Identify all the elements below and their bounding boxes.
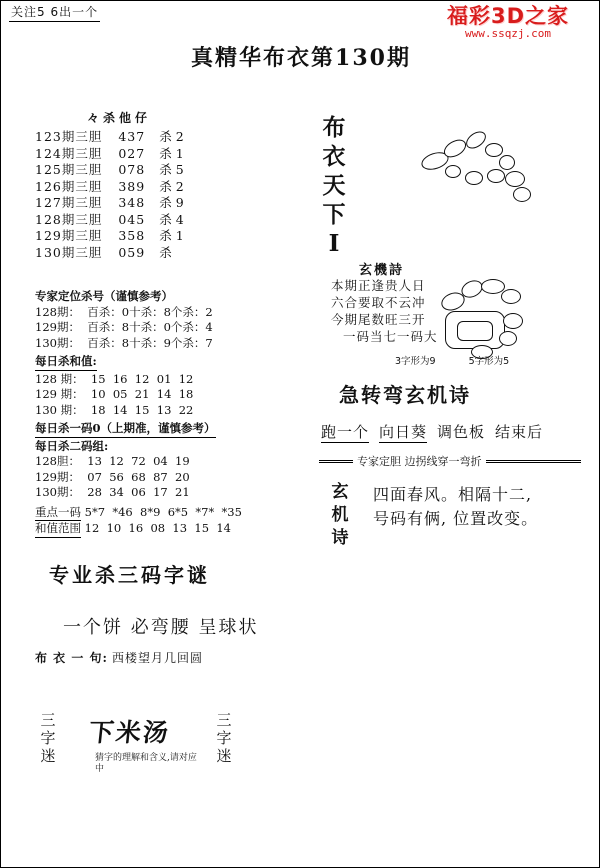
list-item [35,212,184,229]
shape-note-1: 3字形为9 [395,356,436,367]
row-kill: 杀 5 [159,162,184,177]
riddle-line: 一个饼 必弯腰 呈球状 [63,617,259,638]
list-item [35,228,184,245]
big-riddle-word: 下米汤 [87,718,172,747]
buyi-label: 布 衣 一 句: [35,651,108,665]
buyi-vertical-title: 布衣天下 I [322,114,346,257]
row-value: 437 [118,129,146,144]
row-kill: 杀 4 [159,211,184,227]
poem-line: 今期尾数旺三开 [331,312,426,327]
sharp-turn-words [321,421,553,442]
blob-shape [513,187,531,202]
list-item [35,195,184,212]
xuanji-poem-title: 玄機詩 [359,263,405,278]
expert-kill-block [35,289,242,538]
sharp-turn-title: 急转弯玄机诗 [339,383,471,407]
sum-range-value: 12 10 16 08 13 15 14 [84,521,231,535]
row-kill: 杀 9 [159,195,184,210]
riddle-note: 猜字的理解和含义,请对应中 [95,753,197,774]
sum-range-label: 和值范围 [35,521,81,538]
poem-line: 本期正逢贵人日 [331,278,426,293]
divider-left [319,460,353,463]
expert-dan-label: 专家定胆 边拐线穿一弯折 [357,455,482,468]
logo-url-text: www.ssqzj.com [464,27,552,41]
section1-title: 々杀他仔 [87,111,152,125]
list-item [35,129,184,146]
xuanji-poem-body [331,277,438,345]
row-kill: 杀 [159,244,172,260]
expert-kill-title: 专家定位杀号（谨慎参考） [35,289,173,303]
logo-main-text: 福彩3D之家 [446,4,570,28]
page-title: 真精华布衣第130期 [191,45,411,71]
blob-shape [501,289,521,304]
daily-kill-one-label: 每日杀一码0（上期准，谨慎参考） [35,421,216,438]
expert-kill-row: 130期： 百杀：8十杀：9个杀：7 [35,335,213,350]
poem-line: 四面春风。相隔十二, [373,485,533,504]
daily-kill-two-row: 130期： 28 34 06 17 21 [35,485,190,499]
row-kill: 杀 1 [159,145,184,161]
poem-line: 一码当七一码大 [343,329,438,344]
poem-line: 号码有俩, 位置改变。 [373,509,539,528]
list-item [35,245,184,262]
blob-shape [445,165,461,178]
sharp-turn-word: 跑一个 [321,423,370,441]
row-value: 358 [118,228,146,243]
list-item [35,179,184,196]
row-value: 078 [118,162,146,177]
daily-sum-row: 128 期： 15 16 12 01 12 [35,371,194,386]
blob-shape [503,313,523,329]
blob-shape [457,321,493,341]
xuanji-vertical-label: 玄机诗 [331,482,349,548]
row-period: 128期三胆 [35,211,103,227]
list-item [35,162,184,179]
buyi-sentence [35,649,203,666]
xuanji-secondary-body [373,483,538,531]
divider-right [486,460,582,463]
row-period: 126期三胆 [35,178,103,194]
expert-dan-bar [319,453,581,469]
sharp-turn-word: 结束后 [495,423,544,441]
sharp-turn-word: 向日葵 [379,423,428,441]
row-value: 348 [118,195,146,210]
daily-kill-two-label: 每日杀二码组: [35,438,109,453]
section1-list [35,129,184,261]
daily-sum-row: 130 期： 18 14 15 13 22 [35,402,194,417]
row-value: 027 [118,145,146,161]
row-period: 123期三胆 [35,129,103,144]
shape-note-row [395,353,509,367]
row-period: 124期三胆 [35,145,103,161]
daily-sum-row: 129 期： 10 05 21 14 18 [35,387,194,401]
row-value: 389 [118,178,146,194]
row-kill: 杀 2 [159,129,184,144]
blob-shape [499,331,517,346]
focus-value: 5*7 *46 8*9 6*5 *7* *35 [84,504,242,519]
blob-shape [499,155,515,170]
row-value: 045 [118,211,146,227]
list-item [35,146,184,163]
shape-note-2: 5字形为5 [468,356,510,367]
three-char-riddle-right: 三字迷 [216,711,232,765]
focus-row [35,505,242,522]
daily-kill-two-row: 129期： 07 56 68 87 20 [35,469,190,484]
riddle-title: 专业杀三码字谜 [49,563,210,587]
blob-shape [505,171,525,187]
sharp-turn-word: 调色板 [437,423,486,441]
expert-kill-row: 129期： 百杀：8十杀：0个杀：4 [35,320,213,334]
blob-shape [465,171,483,185]
row-period: 125期三胆 [35,162,103,177]
poem-line: 六合要取不云冲 [331,295,426,310]
daily-kill-two-row: 128胆： 13 12 72 04 19 [35,454,190,468]
blob-shape [485,143,503,157]
row-value: 059 [118,244,146,260]
row-period: 127期三胆 [35,195,103,210]
buyi-text: 西楼望月几回圆 [111,651,203,665]
row-kill: 杀 2 [159,178,184,194]
blob-shape [487,169,505,183]
top-left-note: 关注5 6出一个 [9,3,100,22]
focus-label: 重点一码 [35,505,81,522]
row-kill: 杀 1 [159,228,184,243]
sum-range-row [35,521,242,538]
site-logo [423,5,593,40]
three-char-riddle-left: 三字迷 [40,711,56,765]
daily-sum-label: 每日杀和值: [35,354,97,371]
row-period: 130期三胆 [35,244,103,260]
row-period: 129期三胆 [35,228,103,243]
expert-kill-row: 128期： 百杀：0十杀：8个杀：2 [35,304,213,319]
